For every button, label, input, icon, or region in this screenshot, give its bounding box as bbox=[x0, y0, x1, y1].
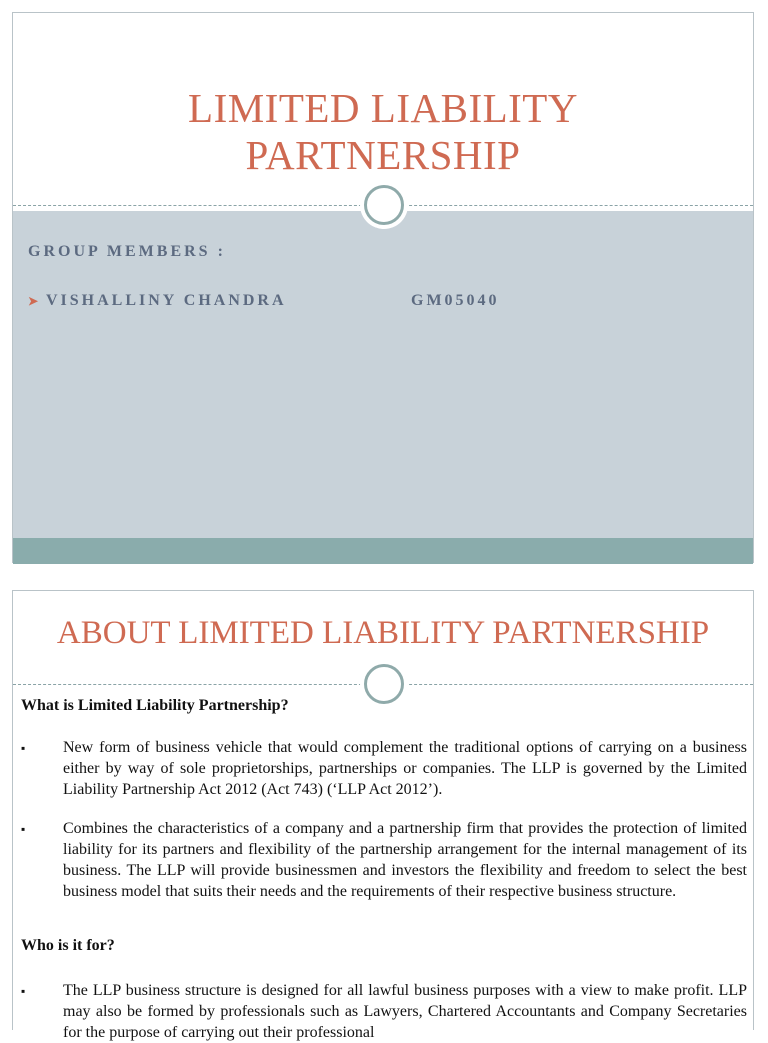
member-name: VISHALLINY CHANDRA bbox=[46, 292, 287, 309]
square-bullet-icon: ▪ bbox=[21, 984, 26, 998]
bottom-band bbox=[13, 538, 753, 564]
about-slide bbox=[12, 590, 754, 1041]
arrow-bullet-icon: ➤ bbox=[28, 294, 42, 308]
divider-circle-icon bbox=[360, 181, 408, 229]
paragraph-1: New form of business vehicle that would complement the traditional options of carrying on a business either by way of sole proprietorships, partnerships or companies. The LLP is governed by the Limited Liability Partnership Act 2012 (Act 743) (‘LLP Act 2012’). bbox=[63, 739, 747, 798]
circle-ring bbox=[364, 664, 404, 704]
square-bullet-icon: ▪ bbox=[21, 741, 26, 755]
question-heading-who: Who is it for? bbox=[21, 937, 115, 954]
divider-circle-icon bbox=[360, 660, 408, 708]
square-bullet-icon: ▪ bbox=[21, 822, 26, 836]
title-line-1: LIMITED LIABILITY bbox=[188, 85, 578, 131]
title-slide bbox=[12, 12, 754, 563]
about-slide-title: ABOUT LIMITED LIABILITY PARTNERSHIP bbox=[56, 615, 710, 651]
circle-ring bbox=[364, 185, 404, 225]
question-heading-what: What is Limited Liability Partnership? bbox=[21, 697, 289, 714]
member-row bbox=[28, 292, 628, 314]
slide-title bbox=[13, 85, 753, 179]
paragraph-2: Combines the characteristics of a company and a partnership firm that provides the protection of limited liability for its partners and flexibility of the partnership arrangement for the internal management of its business. The LLP will provide businessmen and investors the flexibility and freedom to select the best business model that suits their needs and the requirements of their respective business structure. bbox=[63, 820, 747, 900]
paragraph-3: The LLP business structure is designed for all lawful business purposes with a view to make profit. LLP may also be formed by professionals such as Lawyers, Chartered Accountants and Company Secretaries for the purpose of carrying out their professional bbox=[63, 982, 747, 1041]
title-line-2: PARTNERSHIP bbox=[245, 132, 521, 178]
member-id: GM05040 bbox=[411, 292, 500, 309]
group-members-heading: GROUP MEMBERS : bbox=[28, 243, 226, 260]
